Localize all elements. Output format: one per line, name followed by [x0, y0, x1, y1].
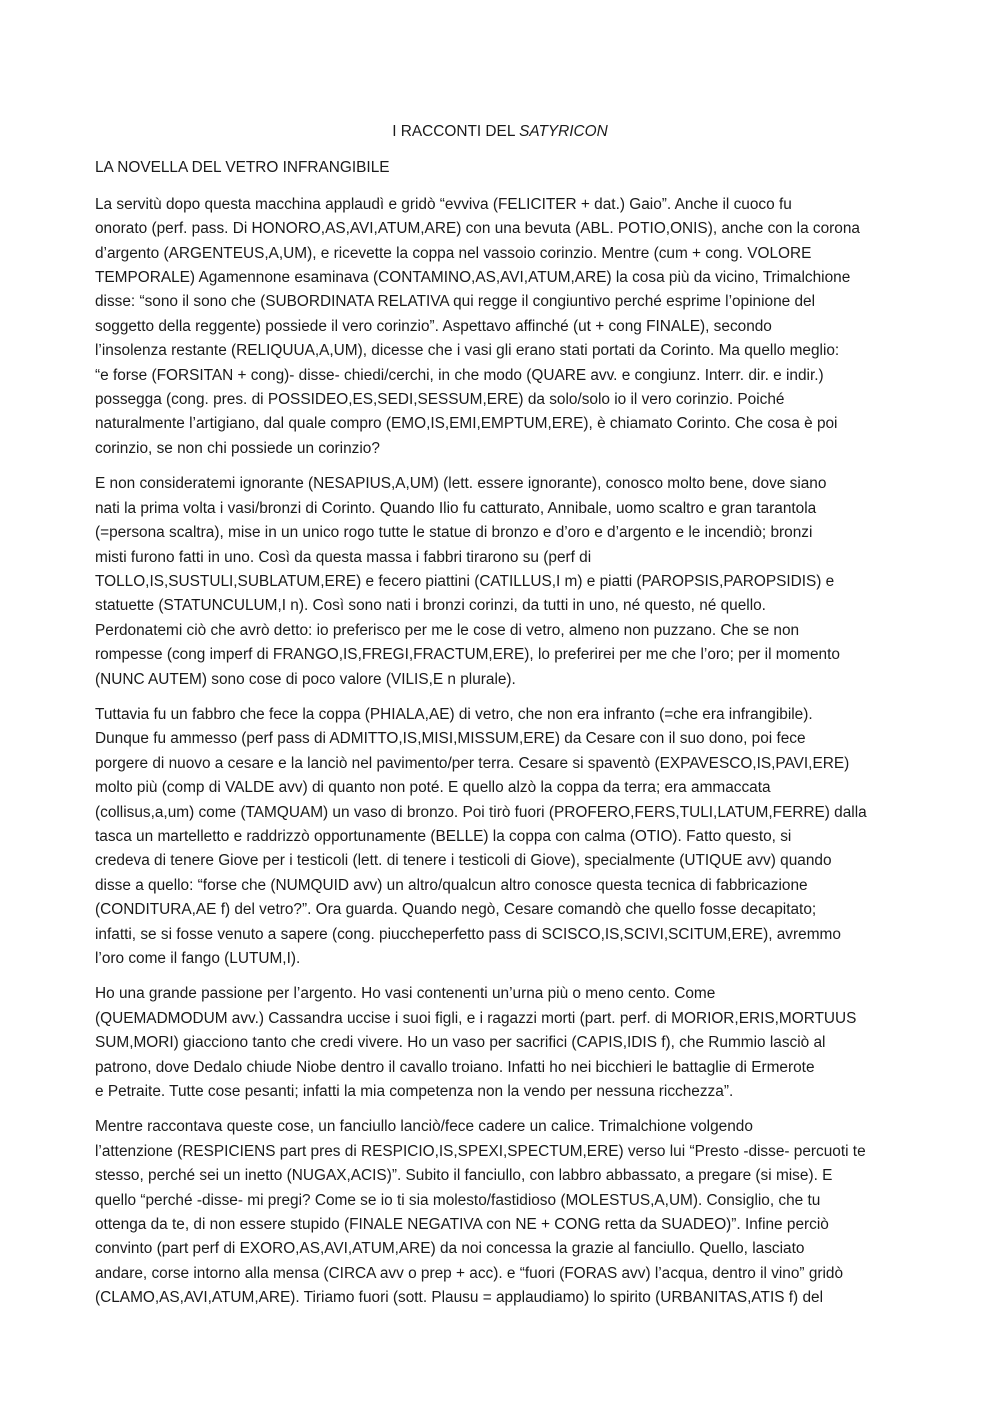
document-title-italic: SATYRICON — [519, 123, 608, 140]
section-title: LA NOVELLA DEL VETRO INFRANGIBILE — [95, 159, 390, 177]
paragraph-2: E non consideratemi ignorante (NESAPIUS,A,UM) (lett. essere ignorante), conosco molto bene, dove siano nati la prima volta i vasi/bronzi di Corinto. Quando Ilio fu catturato, Annibale, uomo scaltro e gran tarantola (=persona scaltra), mise in un unico rogo tutte le statue di bronzo e d’oro e d’argento e le incendiò; bronzi misti furono fatti in uno. Così da questa massa i fabbri tirarono su (perf di TOLLO,IS,SUSTULI,SUBLATUM,ERE) e fecero piattini (CATILLUS,I m) e piatti (PAROPSIS,PAROPSIDIS) e statuette (STATUNCULUM,I n). Così sono nati i bronzi corinzi, da tutti in uno, né questo, né quello. Perdonatemi ciò che avrò detto: io preferisco per me le cose di vetro, almeno non puzzano. Che se non rompesse (cong imperf di FRANGO,IS,FREGI,FRACTUM,ERE), lo preferirei per me che l’oro; per il momento (NUNC AUTEM) sono cose di poco valore (VILIS,E n plurale). — [95, 475, 840, 688]
paragraph-1: La servitù dopo questa macchina applaudì e gridò “evviva (FELICITER + dat.) Gaio”. Anche il cuoco fu onorato (perf. pass. Di HONORO,AS,AVI,ATUM,ARE) con una bevuta (ABL. POTIO,ONIS), anche con la corona d’argento (ARGENTEUS,A,UM), e ricevette la coppa nel vassoio corinzio. Mentre (cum + cong. VOLORE TEMPORALE) Agamennone esaminava (CONTAMINO,AS,AVI,ATUM,ARE) la cosa più da vicino, Trimalchione disse: “sono il sono che (SUBORDINATA RELATIVA qui regge il congiuntivo perché esprime l’opinione del soggetto della reggente) possiede il vero corinzio”. Aspettavo affinché (ut + cong FINALE), secondo l’insolenza restante (RELIQUUA,A,UM), dicesse che i vasi gli erano stati portati da Corinto. Ma quello meglio: “e forse (FORSITAN + cong)- disse- chiedi/cerchi, in che modo (QUARE avv. e congiunz. Interr. dir. e indir.) possegga (cong. pres. di POSSIDEO,ES,SEDI,SESSUM,ERE) da solo/solo io il vero corinzio. Poiché naturalmente l’artigiano, dal quale compro (EMO,IS,EMI,EMPTUM,ERE), è chiamato Corinto. Che cosa è poi corinzio, se non chi possiede un corinzio? — [95, 195, 860, 457]
paragraph-4: Ho una grande passione per l’argento. Ho vasi contenenti un’urna più o meno cento. Come (QUEMADMODUM avv.) Cassandra uccise i suoi figli, e i ragazzi morti (part. perf. di MORIOR,ERIS,MORTUUS SUM,MORI) giacciono tanto che credi vivere. Ho un vaso per sacrifici (CAPIS,IDIS f), che Rummio lasciò al patrono, dove Dedalo chiude Niobe dentro il cavallo troiano. Infatti ho nei bicchieri le battaglie di Ermerote e Petraite. Tutte cose pesanti; infatti la mia competenza non la vendo per nessuna ricchezza”. — [95, 985, 857, 1101]
document-title-main: I RACCONTI DEL — [392, 123, 520, 140]
paragraph-3: Tuttavia fu un fabbro che fece la coppa (PHIALA,AE) di vetro, che non era infranto (=che era infrangibile). Dunque fu ammesso (perf pass di ADMITTO,IS,MISI,MISSUM,ERE) da Cesare con il suo dono, poi fece porgere di nuovo a cesare e la lanciò nel pavimento/per terra. Cesare si spaventò (EXPAVESCO,IS,PAVI,ERE) molto più (comp di VALDE avv) di quanto non poté. E quello alzò la coppa da terra; era ammaccata (collisus,a,um) come (TAMQUAM) un vaso di bronzo. Poi tirò fuori (PROFERO,FERS,TULI,LATUM,FERRE) dalla tasca un martelletto e raddrizzò opportunamente (BELLE) la coppa con calma (OTIO). Fatto questo, si credeva di tenere Giove per i testicoli (lett. di tenere i testicoli di Giove), specialmente (UTIQUE avv) quando disse a quello: “forse che (NUMQUID avv) un altro/qualcun altro conosce questa tecnica di fabbricazione (CONDITURA,AE f) del vetro?”. Ora guarda. Quando negò, Cesare comandò che quello fosse decapitato; infatti, se si fosse venuto a sapere (cong. piuccheperfetto pass di SCISCO,IS,SCIVI,SCITUM,ERE), avremmo l’oro come il fango (LUTUM,I). — [95, 705, 867, 967]
paragraph-5: Mentre raccontava queste cose, un fanciullo lanciò/fece cadere un calice. Trimalchione volgendo l’attenzione (RESPICIENS part pres di RESPICIO,IS,SPEXI,SPECTUM,ERE) verso lui “Presto -disse- percuoti te stesso, perché sei un inetto (NUGAX,ACIS)”. Subito il fanciullo, con labbro abbassato, a pregare (si mise). E quello “perché -disse- mi pregi? Come se io ti sia molesto/fastidioso (MOLESTUS,A,UM). Consiglio, che tu ottenga da te, di non essere stupido (FINALE NEGATIVA con NE + CONG retta da SUADEO)”. Infine perciò convinto (part perf di EXORO,AS,AVI,ATUM,ARE) da noi concessa la grazie al fanciullo. Quello, lasciato andare, corse intorno alla mensa (CIRCA avv o prep + acc). e “fuori (FORAS avv) l’acqua, dentro il vino” gridò (CLAMO,AS,AVI,ATUM,ARE). Tiriamo fuori (sott. Plausu = applaudiamo) lo spirito (URBANITAS,ATIS f) del — [95, 1118, 866, 1307]
document-title — [95, 120, 905, 144]
